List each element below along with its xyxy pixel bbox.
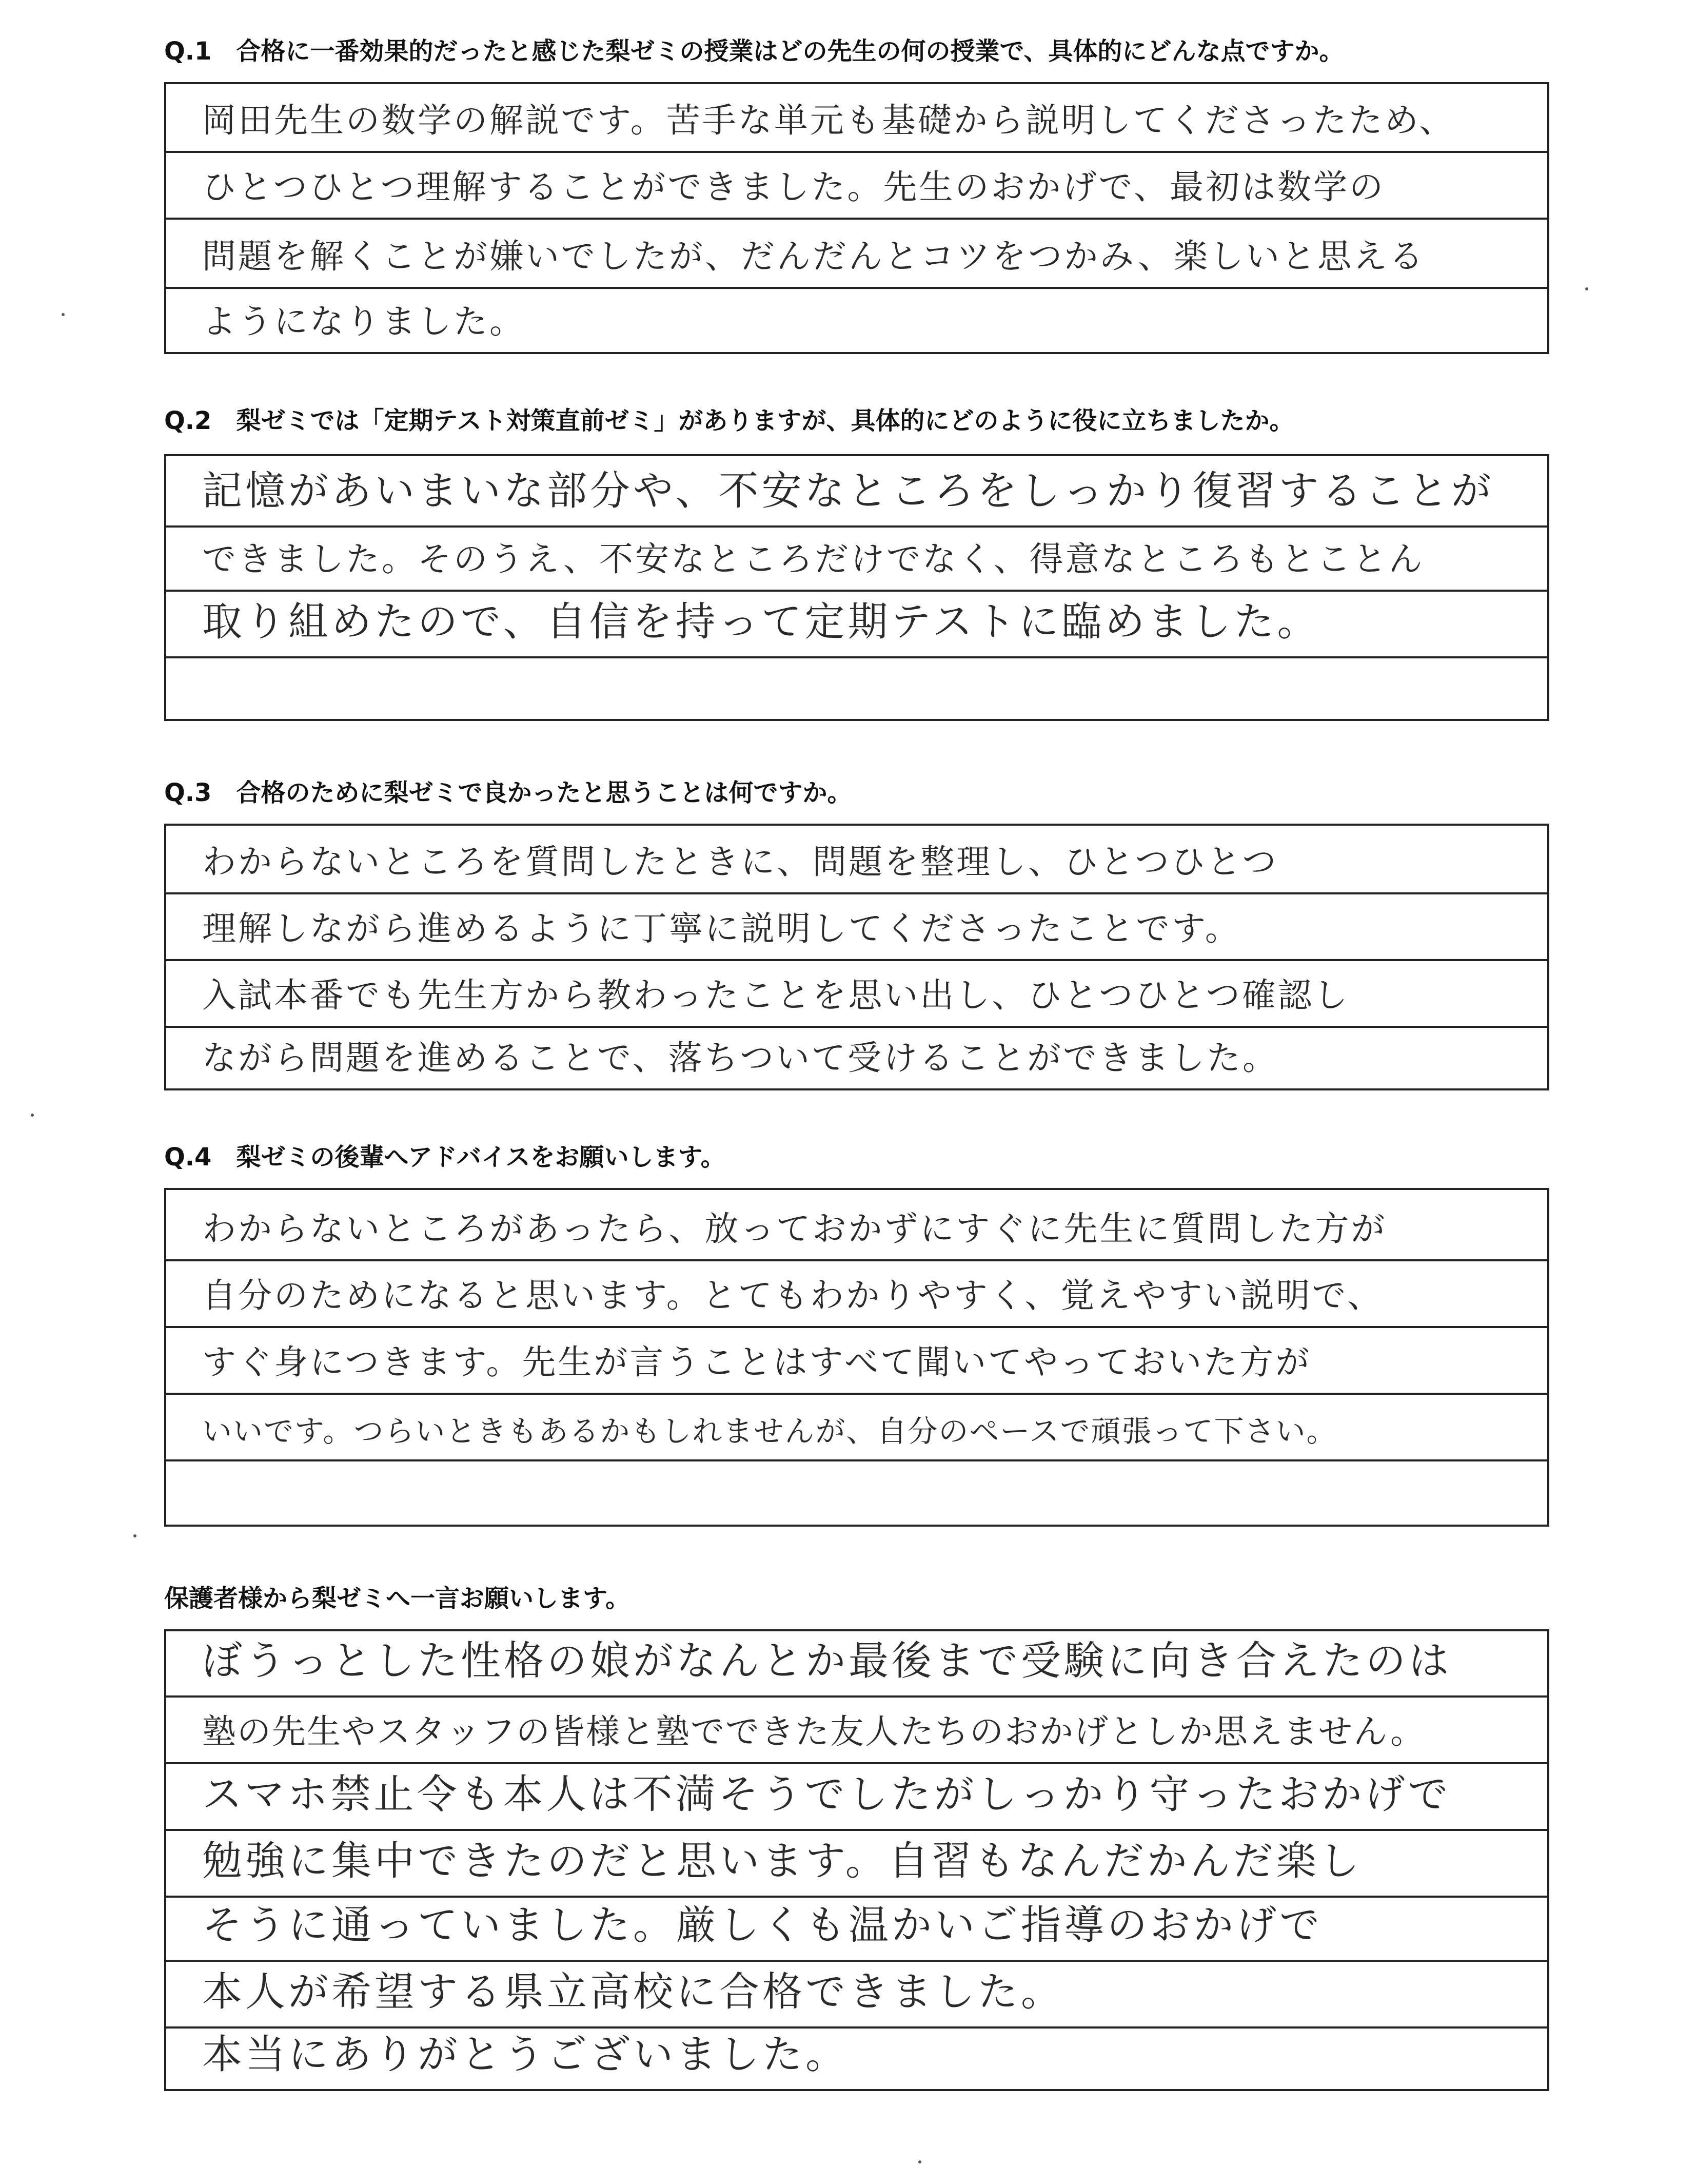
scan-speck — [31, 1114, 34, 1117]
scan-speck — [918, 2160, 921, 2163]
handwritten-text: 勉強に集中できたのだと思います。自習もなんだかんだ楽し — [202, 1838, 1363, 1884]
question-title: Q.4 梨ゼミの後輩へアドバイスをお願いします。 — [164, 1143, 725, 1172]
handwritten-text: 本人が希望する県立高校に合格できました。 — [202, 1969, 1064, 2015]
answer-line — [166, 1326, 1547, 1393]
handwritten-text: いいです。つらいときもあるかもしれませんが、自分のペースで頑張って下さい。 — [202, 1414, 1337, 1449]
answer-line — [166, 1026, 1547, 1088]
handwritten-text: すぐ身につきます。先生が言うことはすべて聞いてやっておいた方が — [202, 1342, 1312, 1382]
answer-box — [164, 1629, 1549, 2091]
scan-speck — [133, 1534, 136, 1537]
answer-line — [166, 959, 1547, 1026]
answer-box — [164, 824, 1549, 1090]
answer-line — [166, 1190, 1547, 1259]
answer-line — [166, 1695, 1547, 1762]
scan-speck — [1585, 287, 1588, 290]
handwritten-text: スマホ禁止令も本人は不満そうでしたがしっかり守ったおかげで — [202, 1771, 1451, 1818]
answer-line — [166, 656, 1547, 719]
handwritten-text: 自分のためになると思います。とてもわかりやすく、覚えやすい説明で、 — [202, 1276, 1384, 1315]
handwritten-text: わからないところを質問したときに、問題を整理し、ひとつひとつ — [202, 842, 1278, 882]
handwritten-text: ながら問題を進めることで、落ちついて受けることができました。 — [202, 1038, 1279, 1078]
question-title: Q.1 合格に一番効果的だったと感じた梨ゼミの授業はどの先生の何の授業で、具体的にどんな点ですか。 — [164, 37, 1344, 66]
answer-line — [166, 151, 1547, 218]
handwritten-text: わからないところがあったら、放っておかずにすぐに先生に質問した方が — [202, 1209, 1387, 1249]
handwritten-text: ひとつひとつ理解することができました。先生のおかげで、最初は数学の — [202, 167, 1386, 207]
answer-line — [166, 1393, 1547, 1459]
answer-line — [166, 1762, 1547, 1829]
answer-box — [164, 454, 1549, 721]
scan-speck — [62, 313, 65, 316]
handwritten-text: 塾の先生やスタッフの皆様と塾でできた友人たちのおかげとしか思えません。 — [202, 1712, 1425, 1751]
answer-line — [166, 1960, 1547, 2026]
handwritten-text: できました。そのうえ、不安なところだけでなく、得意なところもとことん — [202, 539, 1425, 579]
answer-line — [166, 84, 1547, 151]
answer-line — [166, 892, 1547, 959]
handwritten-text: 記憶があいまいな部分や、不安なところをしっかり復習することが — [202, 468, 1494, 514]
answer-line — [166, 287, 1547, 352]
answer-line — [166, 1896, 1547, 1960]
handwritten-text: ぼうっとした性格の娘がなんとか最後まで受験に向き合えたのは — [202, 1638, 1452, 1684]
answer-line — [166, 525, 1547, 590]
answer-line — [166, 590, 1547, 656]
handwritten-text: 問題を解くことが嫌いでしたが、だんだんとコツをつかみ、楽しいと思える — [202, 237, 1425, 276]
handwritten-text: 岡田先生の数学の解説です。苦手な単元も基礎から説明してくださったため、 — [202, 101, 1455, 140]
question-title: Q.2 梨ゼミでは「定期テスト対策直前ゼミ」がありますが、具体的にどのように役に立ちましたか。 — [164, 406, 1294, 435]
answer-box — [164, 82, 1549, 354]
answer-line — [166, 218, 1547, 287]
handwritten-text: 本当にありがとうございました。 — [202, 2032, 849, 2078]
answer-line — [166, 456, 1547, 525]
question-title: Q.3 合格のために梨ゼミで良かったと思うことは何ですか。 — [164, 778, 852, 807]
question-title: 保護者様から梨ゼミへ一言お願いします。 — [164, 1584, 630, 1613]
answer-line — [166, 1829, 1547, 1896]
handwritten-text: ようになりました。 — [202, 302, 525, 341]
answer-box — [164, 1188, 1549, 1527]
handwritten-text: 取り組めたので、自信を持って定期テストに臨めました。 — [202, 599, 1320, 645]
answer-line — [166, 826, 1547, 892]
answer-line — [166, 1631, 1547, 1695]
handwritten-text: そうに通っていました。厳しくも温かいご指導のおかげで — [202, 1902, 1323, 1948]
answer-line — [166, 1459, 1547, 1525]
answer-line — [166, 1259, 1547, 1326]
answer-line — [166, 2026, 1547, 2089]
handwritten-text: 理解しながら進めるように丁寧に説明してくださったことです。 — [202, 909, 1241, 948]
handwritten-text: 入試本番でも先生方から教わったことを思い出し、ひとつひとつ確認し — [202, 976, 1350, 1015]
